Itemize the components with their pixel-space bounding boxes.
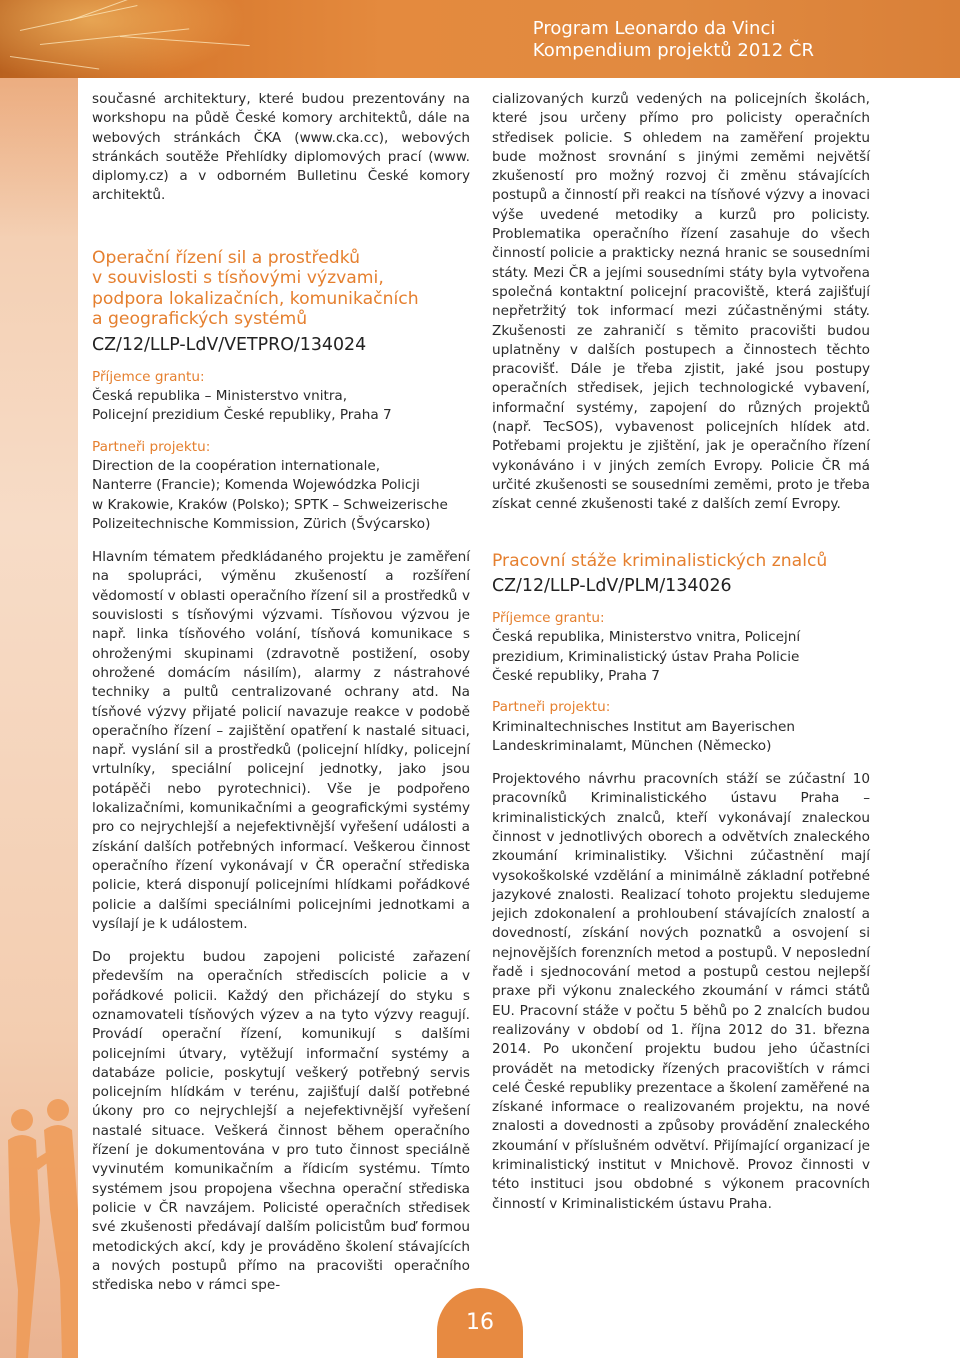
project-title: Pracovní stáže kriminalistických znalců bbox=[492, 550, 828, 571]
project-title-line: v souvislosti s tísňovými výzvami, bbox=[92, 268, 384, 289]
partners-label: Partneři projektu: bbox=[492, 699, 611, 716]
right-column bbox=[492, 90, 870, 1214]
project-code: CZ/12/LLP-LdV/PLM/134026 bbox=[492, 576, 732, 597]
partners-line: w Krakowie, Kraków (Polsko); SPTK – Schweizerische bbox=[92, 496, 448, 513]
project-title-line: Operační řízení sil a prostředků bbox=[92, 247, 361, 268]
partners-info bbox=[492, 718, 870, 757]
project-title-line: a geografických systémů bbox=[92, 309, 308, 330]
intro-paragraph: současné architektury, které budou prezentovány na workshopu na půdě České komory architektů, dále na webových stránkách ČKA (www.cka.cc), webových stránkách soutěže Přehlídky diplomových prací (www. diplomy.cz) a v odborném Bulletinu České komory architektů. bbox=[92, 91, 470, 204]
partners-label: Partneři projektu: bbox=[92, 438, 211, 455]
partners-line: Kriminaltechnisches Institut am Bayerischen bbox=[492, 718, 796, 735]
project-title bbox=[92, 248, 470, 330]
body-paragraph: Do projektu budou zapojeni policisté zařazení především na operačních střediscích policie a v pořádkové policii. Každý den přicházejí do styku s oznamovateli tísňových výzev a na tyto výzvy reagují. Provádí operační řízení, komunikují s dalšími policejními útvary, vytěžují informační systémy a databáze policie, poskytují veškerý potřebný servis policejním hlídkám v terénu, zajišťují další potřebné úkony pro co nejrychlejší a nejefektivnější vyřešení nastalé situace. Veškerá činnost během operačního řízení je dokumentována v pro tuto činnost speciálně vyvinutém komunikačním a řídicím systému. Tímto systémem jsou propojena všechna operační střediska policie v ČR navzájem. Policisté operačních středisek své zkušenosti předávají dalším policistům buď formou metodických akcí, kdy je prováděno školení stávajících a nových postupů přímo na pracovišti operačního střediska nebo v rámci spe- bbox=[92, 949, 470, 1294]
body-paragraph: Projektového návrhu pracovních stáží se zúčastní 10 pracovníků Kriminalistického ústavu Praha – kriminalistických znalců, kteří vykonávají znaleckou činnost v jednotlivých oborech a odvětvích znaleckého zkoumání kriminalistiky. Všichni zúčastnění mají vysokoškolské vzdělání a minimálně základní potřebné jazykové znalosti. Realizací tohoto projektu sledujeme jejich zdokonalení a prohloubení stávajících znalostí a dovedností, získání nových poznatků a osvojení si nejnovějších forenzních metod a postupů. V neposlední řadě i sjednocování metod a postupů cestou nejlepší praxe při výkonu znaleckého zkoumání v rámci států EU. Pracovní stáže v počtu 5 běhů po 2 znalcích budou realizovány v období od 1. října 2012 do 31. března 2014. Po ukončení projektu budou jeho účastníci provádět na metodicky řízených pracovištích v rámci celé České republiky prezentace a školení zaměřené na získané informace o realizovaném projektu, na nové znalosti a dovednosti a způsoby provádění znaleckého zkoumání v příslušném odvětví. Přijímající organizací je kriminalistický institut v Mnichově. Provoz činnosti v této instituci jsou obdobné s výkonem pracovních činností v Kriminalistickém ústavu Praha. bbox=[492, 771, 870, 1212]
recipient-info bbox=[92, 387, 470, 426]
header-title bbox=[533, 18, 814, 62]
body-paragraph: Hlavním tématem předkládaného projektu je zaměření na spolupráci, výměnu zkušeností a rozšíření vědomostí v oblasti operačního řízení sil a prostředků v souvislosti s tísňovými výzvami. Tísňovou výzvou je např. linka tísňového volání, tísňová komunikace s ohroženými skupinami (zdravotně postižení, osoby ohrožené domácím násilím), alarmy z nástrahové techniky a pultů centralizované ochrany atd. Na tísňové výzvy přijaté policií navazuje reakce v podobě operačního řízení – zajištění opatření k nastalé situaci, např. vyslání sil a prostředků (policejní hlídky, policejní vrtulníky, speciální policejní jednotky, jako jsou potápěči nebo pyrotechnici). Vše je podpořeno lokalizačními, komunikačními a geografickými systémy pro co nejrychlejší a nejefektivnější vyřešení události a získání dalších potřebných informací. Veškerou činnost operačního řízení vykonávají v ČR operační střediska policie, která disponují policejními hlídkami pořádkové policie a dalšími speciálními policejními jednotkami a vysílají je k událostem. bbox=[92, 549, 470, 932]
continued-paragraph: cializovaných kurzů vedených na policejních školách, které jsou určeny přímo pro policisty operačních středisek policie. S ohledem na zaměření projektu bude možnost srovnání s jinými zeměmi největší zkušeností pro možný rozvoj či změnu stávajících postupů a činností při reakci na tísňové výzvy a inovaci výše uvedené metodiky a kurzů pro policisty. Problematika operačního řízení zasahuje do všech činností policie a prakticky nezná hranic se sousedními státy. Mezi ČR a jejími sousedními státy byla vytvořena společná kontaktní policejní pracoviště, která zajišťují nepřetržitý tok informací mezi zúčastněnými státy. Zkušenosti ze zahraničí s těmito pracovišti budou uplatněny v dalších postupech a činnostech těchto pracovišť. Dále je třeba zjistit, jaké jsou postupy operačních středisek, jejich technologické vybavení, informační systémy, zapojení do různých projektů (např. TecSOS), vybavenost policejních hlídek atd. Potřebami projektu je zjištění, jak je operačního řízení vykonáváno i v jiných zemích Evropy. Policie ČR má určité zkušenosti se sousedními zeměmi, proto je třeba získat cenné zkušenosti také z dalších zemí Evropy. bbox=[492, 91, 870, 513]
partners-line: Polizeitechnische Kommission, Zürich (Švýcarsko) bbox=[92, 515, 431, 532]
project-code: CZ/12/LLP-LdV/VETPRO/134024 bbox=[92, 334, 367, 355]
recipient-label: Příjemce grantu: bbox=[492, 610, 605, 627]
partners-line: Landeskriminalamt, München (Německo) bbox=[492, 737, 772, 754]
header-title-line1: Program Leonardo da Vinci bbox=[532, 18, 776, 39]
recipient-line: prezidium, Kriminalistický ústav Praha Policie bbox=[492, 648, 800, 665]
project-title-line: podpora lokalizačních, komunikačních bbox=[92, 288, 419, 309]
header-banner bbox=[0, 0, 960, 78]
recipient-line: Česká republika – Ministerstvo vnitra, bbox=[92, 388, 348, 405]
header-title-line2: Kompendium projektů 2012 ČR bbox=[532, 40, 814, 61]
people-silhouette-image bbox=[0, 1050, 78, 1358]
recipient-label: Příjemce grantu: bbox=[92, 368, 205, 385]
page-number: 16 bbox=[437, 1288, 523, 1358]
recipient-line: Policejní prezidium České republiky, Praha 7 bbox=[92, 407, 392, 424]
left-column bbox=[92, 90, 470, 1295]
recipient-line: České republiky, Praha 7 bbox=[492, 667, 660, 684]
recipient-info bbox=[492, 628, 870, 686]
partners-info bbox=[92, 457, 470, 534]
partners-line: Nanterre (Francie); Komenda Wojewódzka Policji bbox=[92, 477, 420, 494]
partners-line: Direction de la coopération internationale, bbox=[92, 457, 381, 474]
recipient-line: Česká republika, Ministerstvo vnitra, Policejní bbox=[492, 629, 801, 646]
